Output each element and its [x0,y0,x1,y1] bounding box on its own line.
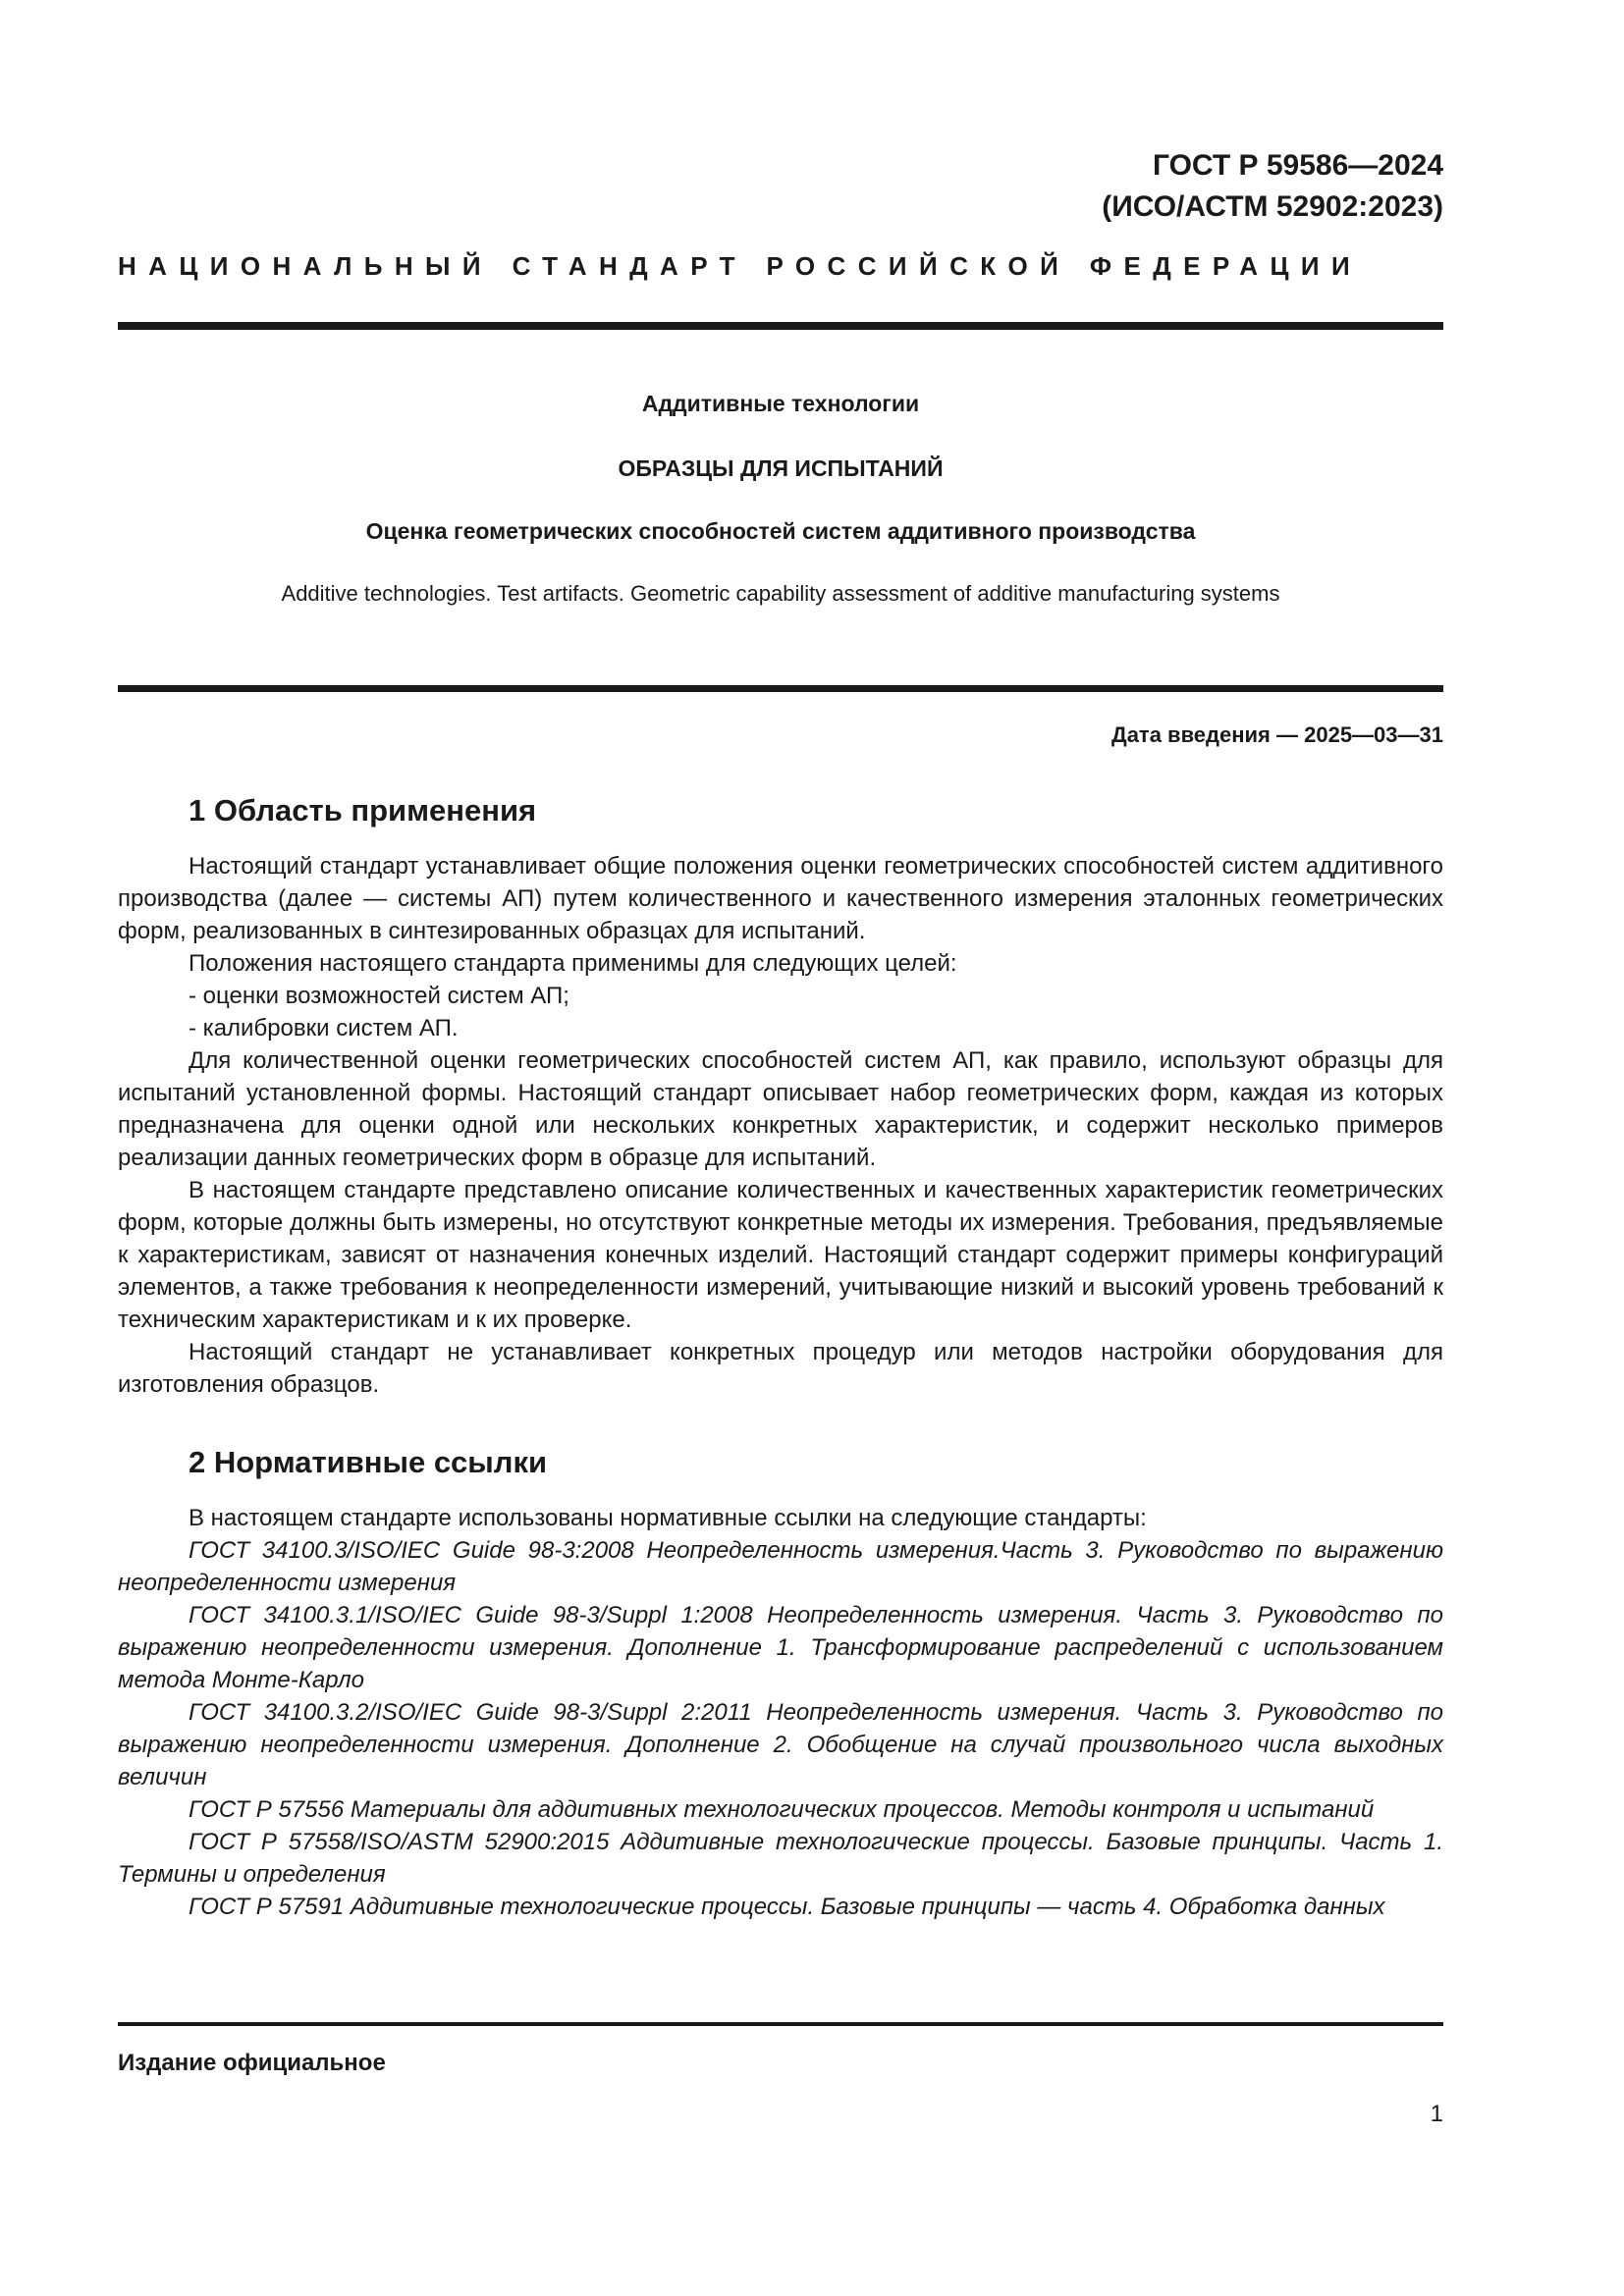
paragraph: Настоящий стандарт не устанавливает конкретных процедур или методов настройки оборудования для изготовления образцов. [118,1339,1443,1398]
reference-item: ГОСТ Р 57591 Аддитивные технологические процессы. Базовые принципы — часть 4. Обработка данных [189,1894,1385,1920]
header-divider [118,322,1443,330]
page-number: 1 [1430,2101,1443,2127]
paragraph: Для количественной оценки геометрических способностей систем АП, как правило, используют образцы для испытаний установленной формы. Настоящий стандарт описывает набор геометрических форм, каждая из которых предназначена для оценки одной или нескольких конкретных характеристик, и содержит несколько примеров реализации данных геометрических форм в образце для испытаний. [118,1047,1443,1171]
section-heading: 1 Область применения [189,793,537,828]
title-english: Additive technologies. Test artifacts. Geometric capability assessment of additive manufacturing systems [281,581,1280,606]
list-item: - оценки возможностей систем АП; [189,983,569,1009]
document-page [118,0,1443,2296]
title-sub: Оценка геометрических способностей систем аддитивного производства [365,518,1196,544]
national-standard-title: НАЦИОНАЛЬНЫЙ СТАНДАРТ РОССИЙСКОЙ ФЕДЕРАЦИИ [118,251,1363,281]
footer-divider [118,2022,1443,2026]
list-item: - калибровки систем АП. [189,1015,459,1041]
paragraph: Настоящий стандарт устанавливает общие положения оценки геометрических способностей систем аддитивного производства (далее — системы АП) путем количественного и качественного измерения эталонных геометрических форм, реализованных в синтезированных образцах для испытаний. [118,853,1443,944]
title-divider [118,685,1443,692]
paragraph: Положения настоящего стандарта применимы для следующих целей: [189,950,957,977]
reference-item: ГОСТ Р 57556 Материалы для аддитивных технологических процессов. Методы контроля и испытаний [189,1796,1375,1823]
reference-item: ГОСТ Р 57558/ISO/ASTM 52900:2015 Аддитивные технологические процессы. Базовые принципы. Часть 1. Термины и определения [118,1829,1443,1888]
section-heading: 2 Нормативные ссылки [189,1445,548,1479]
paragraph: В настоящем стандарте представлено описание количественных и качественных характеристик геометрических форм, которые должны быть измерены, но отсутствуют конкретные методы их измерения. Требования, предъявляемые к характеристикам, зависят от назначения конечных изделий. Настоящий стандарт содержит примеры конфигураций элементов, а также требования к неопределенности измерений, учитывающие низкий и высокий уровень требований к техническим характеристикам и к их проверке. [118,1177,1443,1333]
title-main: ОБРАЗЦЫ ДЛЯ ИСПЫТАНИЙ [618,455,944,481]
reference-item: ГОСТ 34100.3/ISO/IEC Guide 98-3:2008 Неопределенность измерения.Часть 3. Руководство по выражению неопределенности измерения [118,1537,1443,1596]
official-edition-label: Издание официальное [118,2050,386,2076]
standard-number: ГОСТ Р 59586—2024 [1152,149,1443,182]
standard-number-block [1102,145,1443,228]
paragraph: В настоящем стандарте использованы нормативные ссылки на следующие стандарты: [189,1505,1147,1531]
reference-item: ГОСТ 34100.3.2/ISO/IEC Guide 98-3/Suppl 2:2011 Неопределенность измерения. Часть 3. Руководство по выражению неопределенности измерения. Дополнение 2. Обобщение на случай произвольного числа выходных величин [118,1699,1443,1790]
section-scope [118,789,1443,1401]
section-normative-references [118,1441,1443,1923]
standard-equivalent: (ИСО/АСТМ 52902:2023) [1102,190,1443,223]
reference-item: ГОСТ 34100.3.1/ISO/IEC Guide 98-3/Suppl 1:2008 Неопределенность измерения. Часть 3. Руководство по выражению неопределенности измерения. Дополнение 1. Трансформирование распределений с использованием метода Монте-Карло [118,1602,1443,1693]
introduction-date: Дата введения — 2025—03—31 [1111,722,1443,747]
title-field: Аддитивные технологии [641,391,920,416]
